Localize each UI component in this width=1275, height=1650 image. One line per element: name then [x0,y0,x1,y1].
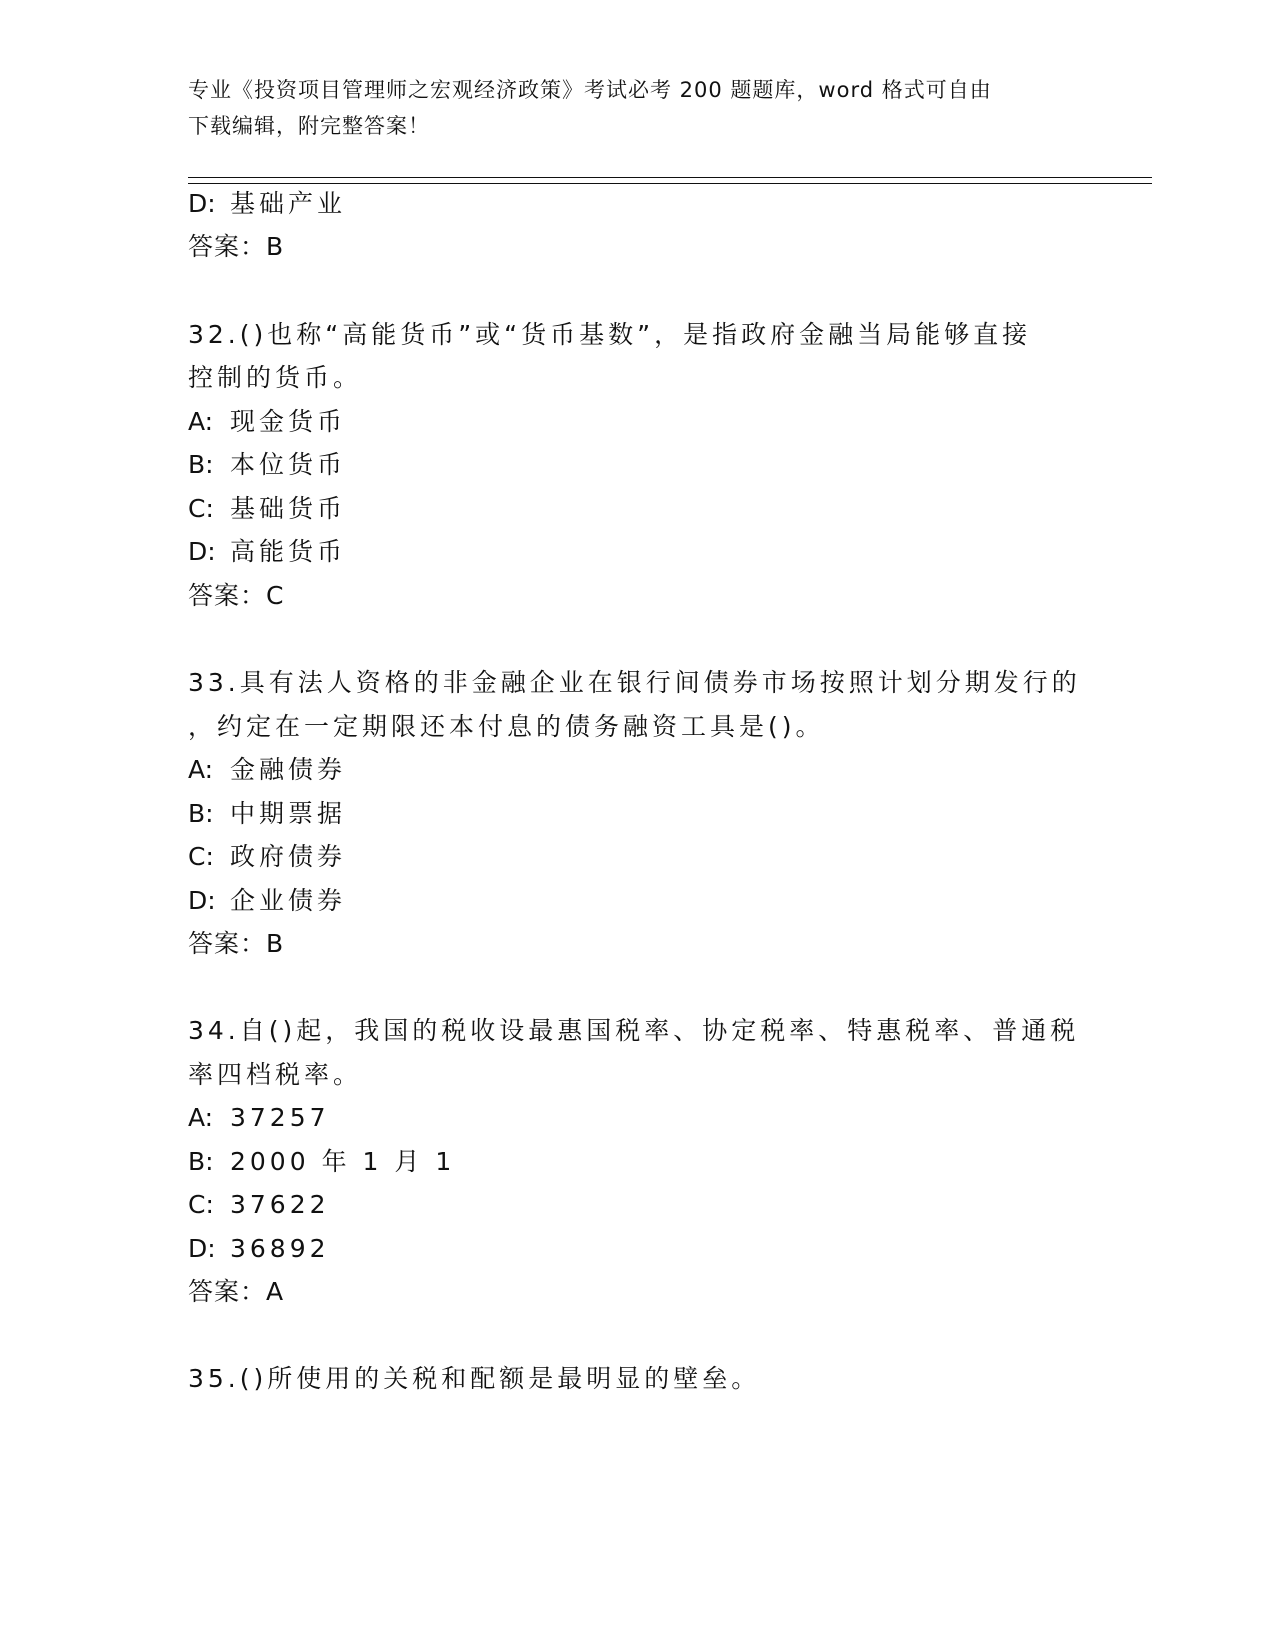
option-d [188,187,346,221]
option-text: 金融债券 [230,755,347,784]
option-label: A: [188,407,214,436]
option-text: 37257 [230,1103,330,1132]
option-label: C: [188,842,214,871]
question-34-option-d [188,1232,330,1266]
option-label: D: [188,189,216,218]
answer-value: C [266,581,285,610]
header-line-1: 专业《投资项目管理师之宏观经济政策》考试必考 200 题题库，word 格式可自由 [188,78,992,102]
question-32-option-d [188,535,346,569]
question-33-stem-line-2: ，约定在一定期限还本付息的债务融资工具是()。 [188,712,825,741]
question-32-stem-line-1: 32.()也称“高能货币”或“货币基数”，是指政府金融当局能够直接 [188,320,1032,349]
option-label: A: [188,755,214,784]
answer-label: 答案： [188,581,267,610]
question-33-option-c [188,840,346,874]
question-34-stem-line-1: 34.自()起，我国的税收设最惠国税率、协定税率、特惠税率、普通税 [188,1016,1080,1045]
question-33-option-d [188,884,346,918]
option-label: D: [188,1234,216,1263]
question-32-answer [188,579,284,613]
option-text: 基础产业 [230,189,347,218]
question-34-option-a [188,1101,330,1135]
option-text: 现金货币 [230,407,347,436]
question-33-option-a [188,753,346,787]
option-label: B: [188,1147,214,1176]
answer-value: B [266,929,285,958]
option-label: D: [188,537,216,566]
question-33-option-b [188,797,346,831]
question-34-option-b [188,1145,455,1179]
document-header [188,72,1068,144]
question-32-option-a [188,405,346,439]
answer-label: 答案： [188,929,267,958]
header-line-2: 下载编辑，附完整答案！ [188,114,430,138]
option-label: D: [188,886,216,915]
question-32-option-c [188,492,346,526]
option-text: 中期票据 [230,799,347,828]
answer-label: 答案： [188,1277,267,1306]
answer-value: A [266,1277,285,1306]
question-34-option-c [188,1188,330,1222]
option-text: 企业债券 [230,886,347,915]
header-divider-top [188,177,1152,178]
question-33-answer [188,927,284,961]
option-label: B: [188,450,214,479]
header-divider-bottom [188,183,1152,184]
question-32-option-b [188,448,346,482]
option-text: 36892 [230,1234,330,1263]
question-32-stem-line-2: 控制的货币。 [188,363,363,392]
option-text: 37622 [230,1190,330,1219]
option-label: B: [188,799,214,828]
option-label: C: [188,494,214,523]
question-34-answer [188,1275,284,1309]
answer-label: 答案： [188,232,267,261]
option-text: 2000 年 1 月 1 [230,1147,456,1176]
option-label: C: [188,1190,214,1219]
answer-value: B [266,232,285,261]
option-text: 基础货币 [230,494,347,523]
option-text: 高能货币 [230,537,347,566]
option-text: 本位货币 [230,450,347,479]
answer-line [188,230,284,264]
question-33-stem-line-1: 33.具有法人资格的非金融企业在银行间债券市场按照计划分期发行的 [188,668,1081,697]
option-text: 政府债券 [230,842,347,871]
option-label: A: [188,1103,214,1132]
question-34-stem-line-2: 率四档税率。 [188,1060,363,1089]
question-35-stem-line-1: 35.()所使用的关税和配额是最明显的壁垒。 [188,1364,761,1393]
